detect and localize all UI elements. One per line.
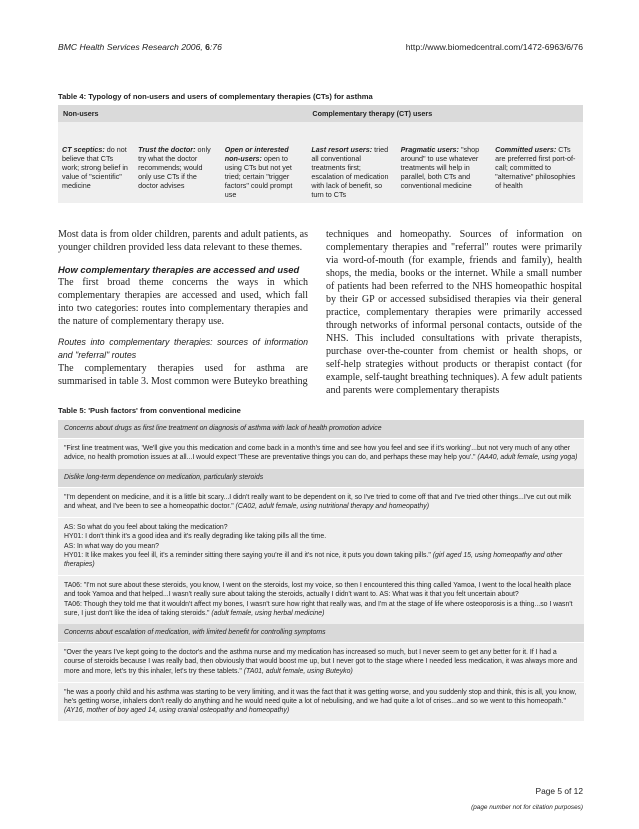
table4-cell: CT sceptics: do not believe that CTs work; strong belief in value of "scientific" medicine <box>58 122 134 203</box>
table5-category: Dislike long-term dependence on medication, particularly steroids <box>58 469 584 487</box>
table4-cell: Last resort users: tried all conventional treatments first; escalation of medication with lack of benefit, so turn to CTs <box>307 122 396 203</box>
page-number: Page 5 of 12 <box>535 786 583 796</box>
running-header-journal: BMC Health Services Research 2006, 6:76 <box>58 42 222 52</box>
body-column-right <box>326 228 582 397</box>
table4-group-users: Complementary therapy (CT) users <box>307 105 583 122</box>
paragraph: techniques and homeopathy. Sources of information on complementary therapies and "referral" routes were primarily via word-of-mouth (for example, friends and family), health shops, the media, books or the internet. While a small number of patients had been referred to the NHS homeopathic hospital by their GP or accessed subsidised therapies via their general practice, complementary therapies were primarily accessed through networks of informal personal contacts, outside of the NHS. This included consultations with private therapists, purchase over-the-counter from chemist or health shops, or self-help strategies without products or therapist contact (for example, self-taught breathing techniques). A few adult patients and parents were complementary therapists <box>326 229 582 396</box>
table4-cell: Trust the doctor: only try what the doctor recommends; would only use CTs if the doctor advises <box>134 122 221 203</box>
table4-group-nonusers: Non-users <box>58 105 307 122</box>
table5-quote: TA06: "I'm not sure about these steroids, you know, I went on the steroids, lost my voice, so then I encountered this thing called Yamoa, I went to the local health place and took Yamoa and that helped...I wasn't really sure about taking the steroids, actually I didn't want to. AS: What was it that you felt uncertain about? TA06: Though they told me that it wouldn't affect my bones, I wasn't sure how right that really was, and I'm at the stage of life where osteoporosis is a thing...so I wasn't sure, I just don't like the idea of taking steroids." (adult female, using herbal medicine) <box>58 575 584 624</box>
paragraph: The first broad theme concerns the ways in which complementary therapies are accessed and used, which fall into two categories: routes into complementary therapies and the nature of complementary therapy use. <box>58 277 308 327</box>
table5-category: Concerns about escalation of medication, with limited benefit for controlling symptoms <box>58 624 584 642</box>
table4-cell: Committed users: CTs are preferred first port-of-call; committed to "alternative" philosophies of health <box>491 122 583 203</box>
paragraph: The complementary therapies used for asthma are summarised in table 3. Most common were Buteyko breathing <box>58 363 308 387</box>
section-heading: How complementary therapies are accessed and used <box>58 264 300 275</box>
table5 <box>58 420 584 721</box>
running-header-url[interactable]: http://www.biomedcentral.com/1472-6963/6/76 <box>405 42 583 52</box>
subsection-heading: Routes into complementary therapies: sources of information and "referral" routes <box>58 337 308 360</box>
table4-cell: Open or interested non-users: open to using CTs but not yet tried; certain "trigger factors" could prompt use <box>221 122 308 203</box>
table4 <box>58 105 583 203</box>
table5-category: Concerns about drugs as first line treatment on diagnosis of asthma with lack of health promotion advice <box>58 420 584 438</box>
table5-quote: "he was a poorly child and his asthma was starting to be very limiting, and it was the fact that it was getting worse, and you suddenly stop and think, this is all, you know, he's getting worse, inhalers don't really do anything and he would need quite a lot of nebulising, and we had quite a lot of crises...and so we went to this homeopath." (AY16, mother of boy aged 14, using cranial osteopathy and homeopathy) <box>58 682 584 722</box>
table5-quote: "First line treatment was, 'We'll give you this medication and come back in a month's time and see how you feel and see if it's working'...but not very much of any other advice, no health promotion issues at all...I would expect 'These are preventative things you can do, and perhaps these may help you'." (AA40, adult female, using yoga) <box>58 438 584 468</box>
page-number-note: (page number not for citation purposes) <box>471 804 583 811</box>
table5-quote: "I'm dependent on medicine, and it is a little bit scary...I didn't really want to be dependent on it, so I've tried to come off that and I've tried other things...I've cut out milk and wheat, and I've been to see a homeopathic doctor." (CA02, adult female, using nutritional therapy and homeopathy) <box>58 487 584 517</box>
table5-caption: Table 5: 'Push factors' from conventional medicine <box>58 406 241 415</box>
table5-quote: "Over the years I've kept going to the doctor's and the asthma nurse and my medication has increased so much, but I never seem to get any better for it. If I had a course of steroids because I was really bad, then obviously that would boost me up, but I never got to the stage where I needed less medication, it was always more and more and more, let's try this inhaler, let's try these tablets." (TA01, adult female, using Buteyko) <box>58 642 584 682</box>
body-column-left <box>58 228 308 388</box>
paragraph: Most data is from older children, parents and adult patients, as younger children provided less data relevant to these themes. <box>58 229 308 253</box>
table4-caption: Table 4: Typology of non-users and users of complementary therapies (CTs) for asthma <box>58 92 373 101</box>
table4-cell: Pragmatic users: "shop around" to use whatever treatments will help in parallel, both CTs and conventional medicine <box>397 122 492 203</box>
table5-quote: AS: So what do you feel about taking the medication? HY01: I don't think it's a good idea and it's really degrading like taking pills all the time. AS: In what way do you mean? HY01: It like makes you feel ill, it's a reminder sitting there saying you're ill and it's not nice, it puts you down taking pills." (girl aged 15, using homeopathy and other therapies) <box>58 517 584 575</box>
